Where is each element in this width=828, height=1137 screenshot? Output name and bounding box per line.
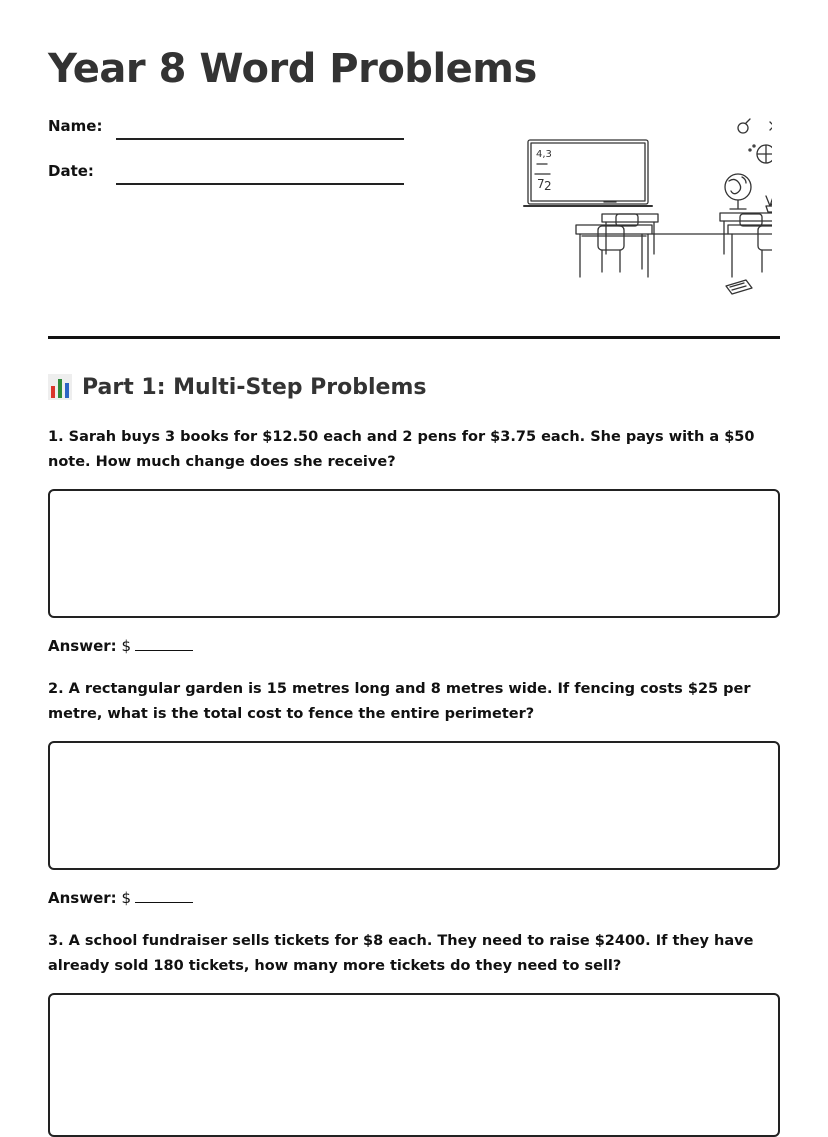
answer-blank-1[interactable] [135,638,193,651]
answer-currency: $ [121,637,131,655]
board-text-top: 4,3 [536,149,552,160]
classroom-illustration [522,114,772,300]
work-area-3[interactable] [48,993,780,1137]
date-label: Date: [48,162,94,180]
board-text-den: 2 [544,179,552,193]
board-text-frac: 7 [537,177,545,191]
page-title: Year 8 Word Problems [48,46,537,92]
name-field[interactable] [116,138,404,140]
question-1: 1. Sarah buys 3 books for $12.50 each and 2 pens for $3.75 each. She pays with a $50 note. How much change does she receive? [48,429,755,470]
bar-chart-icon [48,374,72,400]
globe-icon [725,174,751,209]
desk-icon [576,214,658,277]
answer-line-1 [48,637,193,655]
chalkboard-icon [524,140,652,206]
work-area-1[interactable] [48,489,780,618]
section-heading [48,374,426,400]
math-symbols-icon [738,119,772,178]
answer-currency: $ [121,889,131,907]
desk-icon [720,213,772,277]
section-title: Part 1: Multi-Step Problems [82,374,427,400]
answer-label: Answer: [48,889,117,907]
work-area-2[interactable] [48,741,780,870]
answer-label: Answer: [48,637,117,655]
plant-icon [766,194,772,212]
date-field[interactable] [116,183,404,185]
section-divider [48,336,780,339]
question-2: 2. A rectangular garden is 15 metres long and 8 metres wide. If fencing costs $25 per metre, what is the total cost to fence the entire perimeter? [48,681,751,722]
answer-blank-2[interactable] [135,890,193,903]
name-label: Name: [48,117,103,135]
question-3: 3. A school fundraiser sells tickets for $8 each. They need to raise $2400. If they have already sold 180 tickets, how many more tickets do they need to sell? [48,933,754,974]
answer-line-2 [48,889,193,907]
calculator-icon [726,280,752,294]
